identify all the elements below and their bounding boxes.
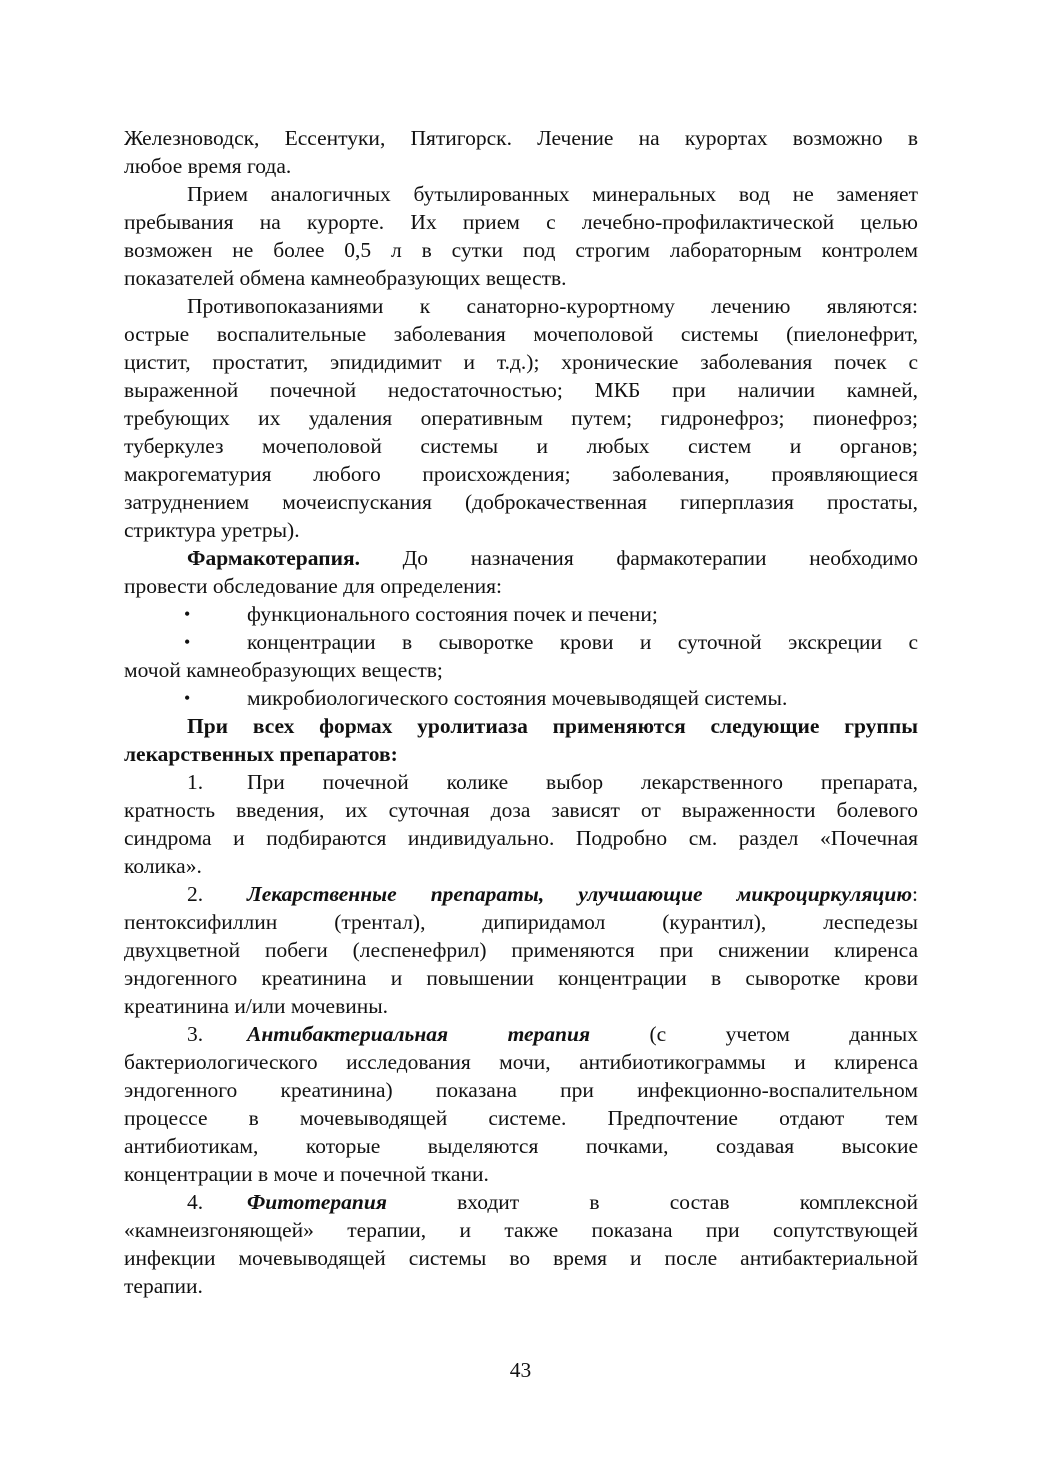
text-fragment: :	[912, 882, 918, 906]
text-fragment: При почечной колике выбор лекарственного препарата,	[247, 770, 918, 794]
text-line: эндогенного креатинина) показана при инфекционно-воспалительном	[124, 1078, 918, 1102]
list-item-text: концентрации в сыворотке крови и суточной экскреции с	[247, 630, 918, 654]
text-line: При всех формах уролитиаза применяются следующие группы	[187, 714, 918, 738]
page-number: 43	[509, 1358, 532, 1382]
text-line: туберкулез мочеполовой системы и любых систем и органов;	[124, 434, 918, 458]
item-number: 3.	[187, 1022, 204, 1046]
numbered-item-phytotherapy	[124, 1188, 918, 1300]
numbered-item-microcirculation	[124, 880, 918, 1020]
text-line: лекарственных препаратов:	[124, 742, 398, 766]
text-line: Прием аналогичных бутылированных минеральных вод не заменяет	[187, 182, 918, 206]
text-line: терапии.	[124, 1274, 203, 1298]
item-title: Антибактериальная терапия	[247, 1022, 591, 1046]
pharmacotherapy-heading: Фармакотерапия.	[187, 546, 360, 570]
text-line: любое время года.	[124, 154, 292, 178]
text-line: Противопоказаниями к санаторно-курортному лечению являются:	[187, 294, 918, 318]
item-number: 1.	[187, 770, 204, 794]
text-fragment	[247, 1020, 918, 1048]
item-number: 2.	[187, 882, 204, 906]
bullet-list	[124, 600, 918, 712]
text-line: провести обследование для определения:	[124, 574, 503, 598]
text-line: колика».	[124, 854, 202, 878]
text-line: пребывания на курорте. Их прием с лечебно-профилактической целью	[124, 210, 918, 234]
text-line: синдрома и подбираются индивидуально. Подробно см. раздел «Почечная	[124, 826, 918, 850]
text-line: затруднением мочеиспускания (доброкачественная гиперплазия простаты,	[124, 490, 918, 514]
text-line: двухцветной побеги (леспенефрил) применяются при снижении клиренса	[124, 938, 918, 962]
text-line: кратность введения, их суточная доза зависят от выраженности болевого	[124, 798, 918, 822]
text-line: «камнеизгоняющей» терапии, и также показана при сопутствующей	[124, 1218, 918, 1242]
text-fragment	[247, 880, 918, 908]
text-line: показателей обмена камнеобразующих веществ.	[124, 266, 567, 290]
text-line	[124, 544, 918, 572]
text-line: креатинина и/или мочевины.	[124, 994, 389, 1018]
numbered-item-renal-colic	[124, 768, 918, 880]
text-fragment: До назначения фармакотерапии необходимо	[359, 546, 918, 570]
item-number: 4.	[187, 1190, 204, 1214]
text-fragment: (с учетом данных	[590, 1022, 918, 1046]
paragraph-resorts	[124, 124, 918, 180]
text-line: инфекции мочевыводящей системы во время и после антибактериальной	[124, 1246, 918, 1270]
list-item-text: микробиологического состояния мочевыводящей системы.	[247, 686, 788, 710]
text-line: острые воспалительные заболевания мочеполовой системы (пиелонефрит,	[124, 322, 918, 346]
paragraph-pharmacotherapy	[124, 544, 918, 600]
numbered-line	[124, 880, 918, 908]
groups-heading	[124, 712, 918, 768]
text-line: требующих их удаления оперативным путем; гидронефроз; пионефроз;	[124, 406, 918, 430]
text-line: макрогематурия любого происхождения; заболевания, проявляющиеся	[124, 462, 918, 486]
text-fragment: входит в состав комплексной	[386, 1190, 918, 1214]
text-line: антибиотикам, которые выделяются почками, создавая высокие	[124, 1134, 918, 1158]
numbered-line	[124, 1020, 918, 1048]
text-line: Железноводск, Ессентуки, Пятигорск. Лечение на курортах возможно в	[124, 126, 918, 150]
text-line: возможен не более 0,5 л в сутки под строгим лабораторным контролем	[124, 238, 918, 262]
bullet-icon: •	[184, 688, 191, 708]
paragraph-bottled-water	[124, 180, 918, 292]
list-item-text: функционального состояния почек и печени;	[247, 602, 658, 626]
numbered-item-antibacterial	[124, 1020, 918, 1188]
text-line: концентрации в моче и почечной ткани.	[124, 1162, 489, 1186]
item-title: Фитотерапия	[247, 1190, 387, 1214]
list-item	[124, 600, 918, 628]
text-fragment	[247, 1188, 918, 1216]
text-line: мочой камнеобразующих веществ;	[124, 658, 443, 682]
list-item	[124, 628, 918, 656]
text-line: бактериологического исследования мочи, антибиотикограммы и клиренса	[124, 1050, 918, 1074]
paragraph-contraindications	[124, 292, 918, 544]
bullet-icon: •	[184, 604, 191, 624]
text-line: выраженной почечной недостаточностью; МКБ при наличии камней,	[124, 378, 918, 402]
text-line: пентоксифиллин (трентал), дипиридамол (курантил), леспедезы	[124, 910, 918, 934]
document-page	[124, 124, 918, 1300]
numbered-line	[124, 768, 918, 796]
item-title: Лекарственные препараты, улучшающие микроциркуляцию	[247, 882, 913, 906]
text-line: процессе в мочевыводящей системе. Предпочтение отдают тем	[124, 1106, 918, 1130]
bullet-icon: •	[184, 632, 191, 652]
numbered-line	[124, 1188, 918, 1216]
list-item	[124, 684, 918, 712]
text-line: эндогенного креатинина и повышении концентрации в сыворотке крови	[124, 966, 918, 990]
text-line: цистит, простатит, эпидидимит и т.д.); хронические заболевания почек с	[124, 350, 918, 374]
text-line: стриктура уретры).	[124, 518, 300, 542]
